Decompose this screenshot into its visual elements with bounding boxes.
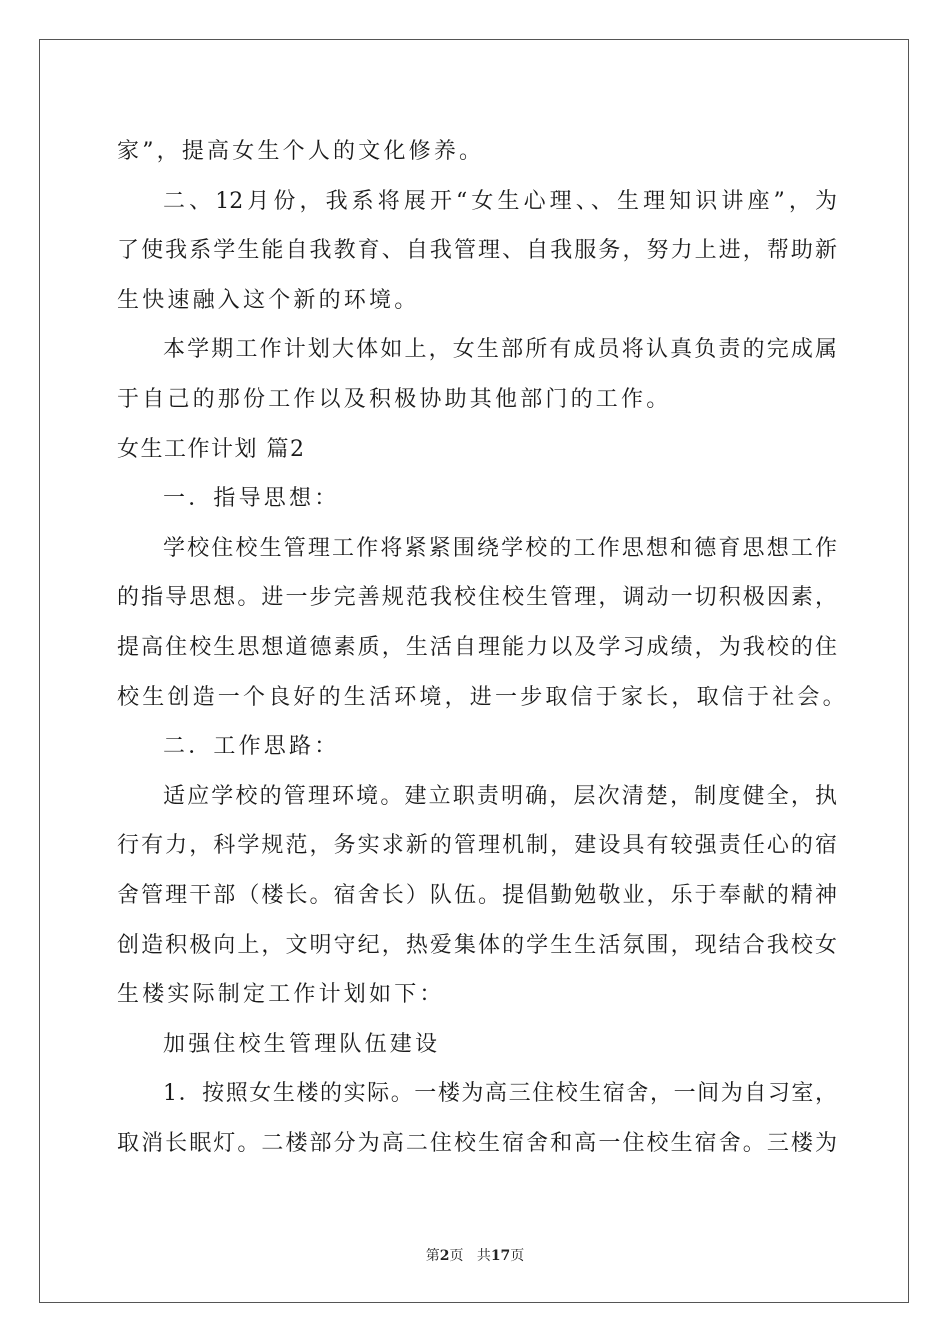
text-line: 家”，提高女生个人的文化修养。 bbox=[117, 139, 485, 164]
subsection-heading: 加强住校生管理队伍建设 bbox=[163, 1031, 441, 1057]
subsection-heading: 一．指导思想： bbox=[163, 486, 340, 512]
text-line: 了使我系学生能自我教育、自我管理、自我服务，努力上进，帮助新 bbox=[117, 238, 837, 264]
subsection-heading: 二．工作思路： bbox=[163, 734, 340, 760]
text-line: 1．按照女生楼的实际。一楼为高三住校生宿舍，一间为自习室， bbox=[163, 1081, 837, 1107]
text-line: 生快速融入这个新的环境。 bbox=[117, 287, 420, 313]
text-line: 创造积极向上，文明守纪，热爱集体的学生生活氛围，现结合我校女 bbox=[117, 932, 837, 958]
total-prefix: 共 bbox=[476, 1248, 491, 1264]
text-line: 的指导思想。进一步完善规范我校住校生管理，调动一切积极因素， bbox=[117, 585, 837, 611]
total-unit: 页 bbox=[510, 1248, 525, 1264]
text-line: 本学期工作计划大体如上，女生部所有成员将认真负责的完成属 bbox=[163, 337, 837, 363]
text-line: 校生创造一个良好的生活环境，进一步取信于家长，取信于社会。 bbox=[117, 684, 848, 710]
section-heading: 女生工作计划 篇2 bbox=[117, 436, 306, 462]
text-line: 取消长眠灯。二楼部分为高二住校生宿舍和高一住校生宿舍。三楼为 bbox=[117, 1130, 837, 1156]
document-body bbox=[117, 127, 848, 1168]
text-line: 提高住校生思想道德素质，生活自理能力以及学习成绩，为我校的住 bbox=[117, 634, 837, 660]
text-line: 二、12月份，我系将展开“女生心理、、生理知识讲座”，为 bbox=[163, 188, 837, 214]
page-prefix: 第 bbox=[425, 1248, 440, 1264]
page-footer bbox=[0, 1245, 950, 1265]
text-line: 舍管理干部（楼长。宿舍长）队伍。提倡勤勉敬业，乐于奉献的精神 bbox=[117, 882, 837, 908]
page-unit: 页 bbox=[449, 1248, 464, 1264]
text-line: 生楼实际制定工作计划如下： bbox=[117, 982, 445, 1008]
total-pages: 17 bbox=[490, 1248, 511, 1264]
text-line: 学校住校生管理工作将紧紧围绕学校的工作思想和德育思想工作 bbox=[163, 535, 837, 561]
text-line: 行有力，科学规范，务实求新的管理机制，建设具有较强责任心的宿 bbox=[117, 833, 837, 859]
text-line: 于自己的那份工作以及积极协助其他部门的工作。 bbox=[117, 386, 672, 412]
page-number: 2 bbox=[439, 1248, 450, 1264]
text-line: 适应学校的管理环境。建立职责明确，层次清楚，制度健全，执 bbox=[163, 783, 837, 809]
